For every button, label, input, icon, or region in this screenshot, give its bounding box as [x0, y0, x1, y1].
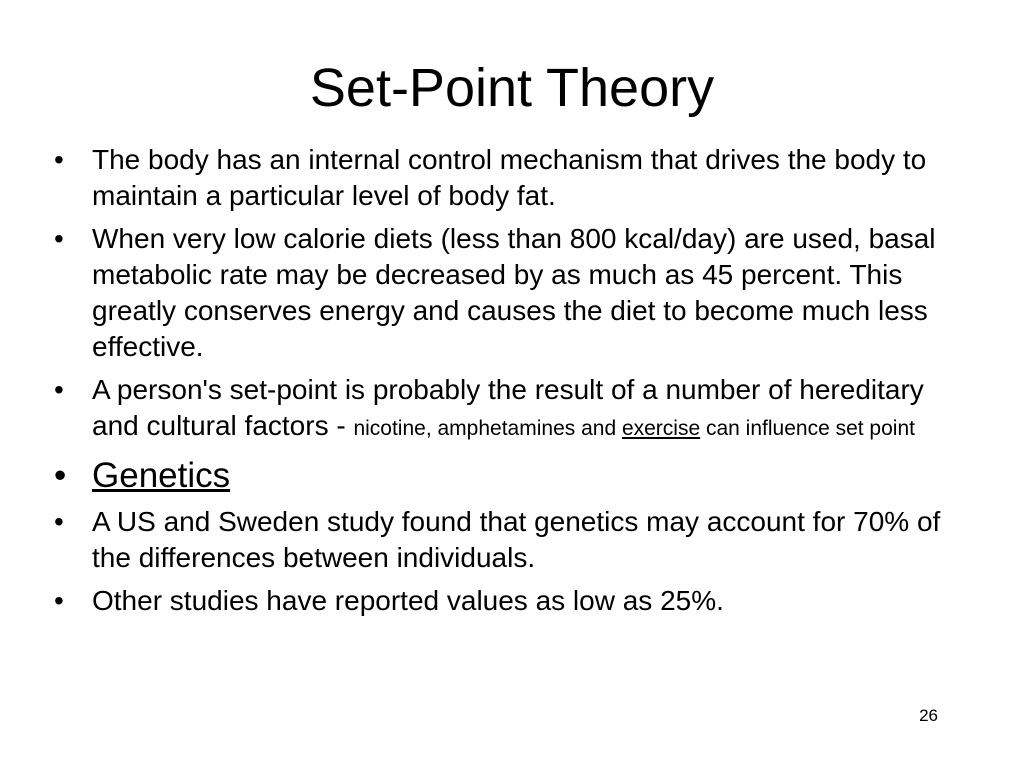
bullet-icon: •	[54, 456, 67, 495]
bullet-item	[54, 454, 954, 498]
bullet-icon: •	[54, 506, 64, 537]
bullet-item	[54, 372, 954, 447]
bullet-subtext: nicotine, amphetamines and	[353, 417, 622, 440]
page-number: 26	[919, 706, 938, 725]
exercise-link[interactable]: exercise	[621, 417, 701, 440]
bullet-icon: •	[54, 223, 64, 254]
bullet-text: A US and Sweden study found that genetics may account for 70% of the differences between individuals.	[92, 506, 941, 573]
bullet-text: When very low calorie diets (less than 800 kcal/day) are used, basal metabolic rate may be decreased by as much as 45 percent. This greatly conserves energy and causes the diet to become much less effective.	[92, 223, 936, 362]
bullet-item	[54, 221, 954, 365]
bullet-list	[54, 142, 954, 626]
bullet-text: Other studies have reported values as low as 25%.	[92, 585, 724, 616]
bullet-subtext-end: can influence set point	[700, 417, 915, 440]
bullet-text: The body has an internal control mechanism that drives the body to maintain a particular level of body fat.	[92, 144, 927, 211]
bullet-item	[54, 504, 954, 576]
genetics-link[interactable]: Genetics	[92, 456, 231, 495]
bullet-item	[54, 583, 954, 619]
bullet-icon: •	[54, 585, 64, 616]
bullet-item	[54, 142, 954, 214]
bullet-icon: •	[54, 144, 64, 175]
slide-title: Set-Point Theory	[309, 58, 715, 118]
bullet-text: A person's set-point is probably the result of a number of hereditary and cultural factors -	[92, 374, 924, 441]
bullet-icon: •	[54, 374, 64, 405]
